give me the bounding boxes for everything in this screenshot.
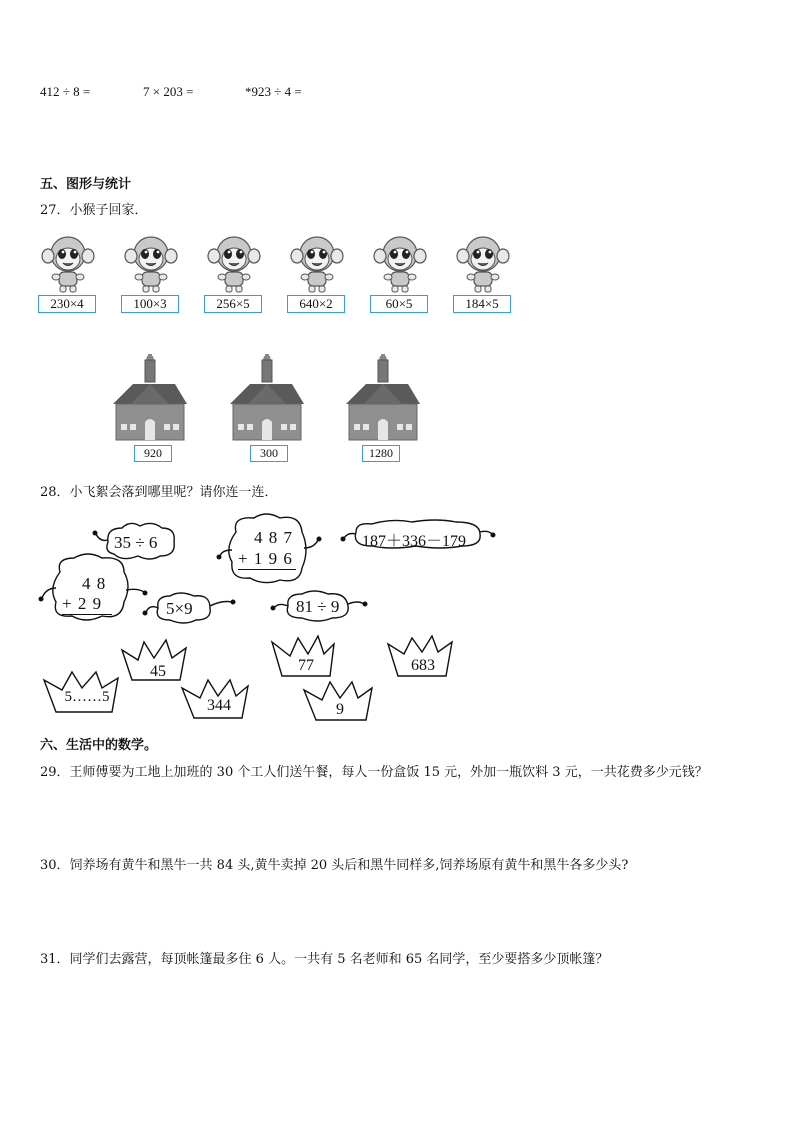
cloud-187-336-179: 187＋336－179 <box>362 533 467 550</box>
monkey-label: 100×3 <box>121 295 179 313</box>
monkey-label: 184×5 <box>453 295 511 313</box>
question-31-text: 31．同学们去露营，每顶帐篷最多住 6 人。一共有 5 名老师和 65 名同学，至少要搭多少顶帐篷？ <box>40 952 609 967</box>
cloud-stem <box>344 534 356 539</box>
cloud-48-bottom: + 2 9 <box>62 594 103 613</box>
grass-344: 344 <box>207 697 231 714</box>
cloud-stem <box>220 550 232 556</box>
grass-683: 683 <box>411 657 435 674</box>
cloud-stem <box>126 589 144 592</box>
calc-923-div-4: *923 ÷ 4 = <box>245 84 302 99</box>
section-5-title: 五、图形与统计 <box>40 177 132 192</box>
house-icon <box>113 354 187 442</box>
cloud-stem <box>480 531 492 534</box>
monkey-icon <box>121 232 181 294</box>
question-27-text: 27．小猴子回家． <box>40 203 148 218</box>
cloud-487-bottom: + 1 9 6 <box>238 549 293 568</box>
house-label: 300 <box>250 445 288 462</box>
house-icon <box>346 354 420 442</box>
cloud-stem <box>274 604 288 608</box>
question-29-text: 29．王师傅要为工地上加班的 30 个工人们送午餐，每人一份盒饭 15 元，外加一瓶饮料 3 元，一共花费多少元钱？ <box>40 765 708 780</box>
monkey-icon <box>38 232 98 294</box>
cloud-stem <box>348 602 364 604</box>
cloud-stem <box>210 602 232 607</box>
question-30-text: 30．饲养场有黄牛和黑牛一共 84 头,黄牛卖掉 20 头后和黑牛同样多,饲养场原有黄牛和黑牛各多少头? <box>40 858 629 873</box>
monkey-label: 640×2 <box>287 295 345 313</box>
cloud-487-top: 4 8 7 <box>254 528 293 547</box>
monkey-icon <box>287 232 347 294</box>
calc-7-times-203: 7 × 203 = <box>143 84 194 99</box>
cloud-35-div-6: 35 ÷ 6 <box>114 533 158 552</box>
house-icon <box>230 354 304 442</box>
cloud-stem <box>146 607 158 612</box>
section-6-title: 六、生活中的数学。 <box>40 738 158 753</box>
monkey-icon <box>453 232 513 294</box>
house-label: 920 <box>134 445 172 462</box>
calc-412-div-8: 412 ÷ 8 = <box>40 84 91 99</box>
cloud-487-underline <box>238 569 296 570</box>
cloud-81-div-9: 81 ÷ 9 <box>296 597 340 616</box>
monkey-label: 60×5 <box>370 295 428 313</box>
cloud-5-times-9: 5×9 <box>166 599 193 618</box>
grass-9: 9 <box>336 701 344 718</box>
cloud-48-top: 4 8 <box>82 574 107 593</box>
cloud-stem <box>96 534 108 540</box>
monkey-icon <box>370 232 430 294</box>
question-28-text: 28．小飞絮会落到哪里呢？请你连一连． <box>40 485 278 500</box>
grass-45: 45 <box>150 663 166 680</box>
grass-5-rem-5: 5……5 <box>64 689 110 705</box>
grass-77: 77 <box>298 657 314 674</box>
monkey-icon <box>204 232 264 294</box>
cloud-48-underline <box>62 614 112 615</box>
house-label: 1280 <box>362 445 400 462</box>
monkey-label: 230×4 <box>38 295 96 313</box>
monkey-label: 256×5 <box>204 295 262 313</box>
